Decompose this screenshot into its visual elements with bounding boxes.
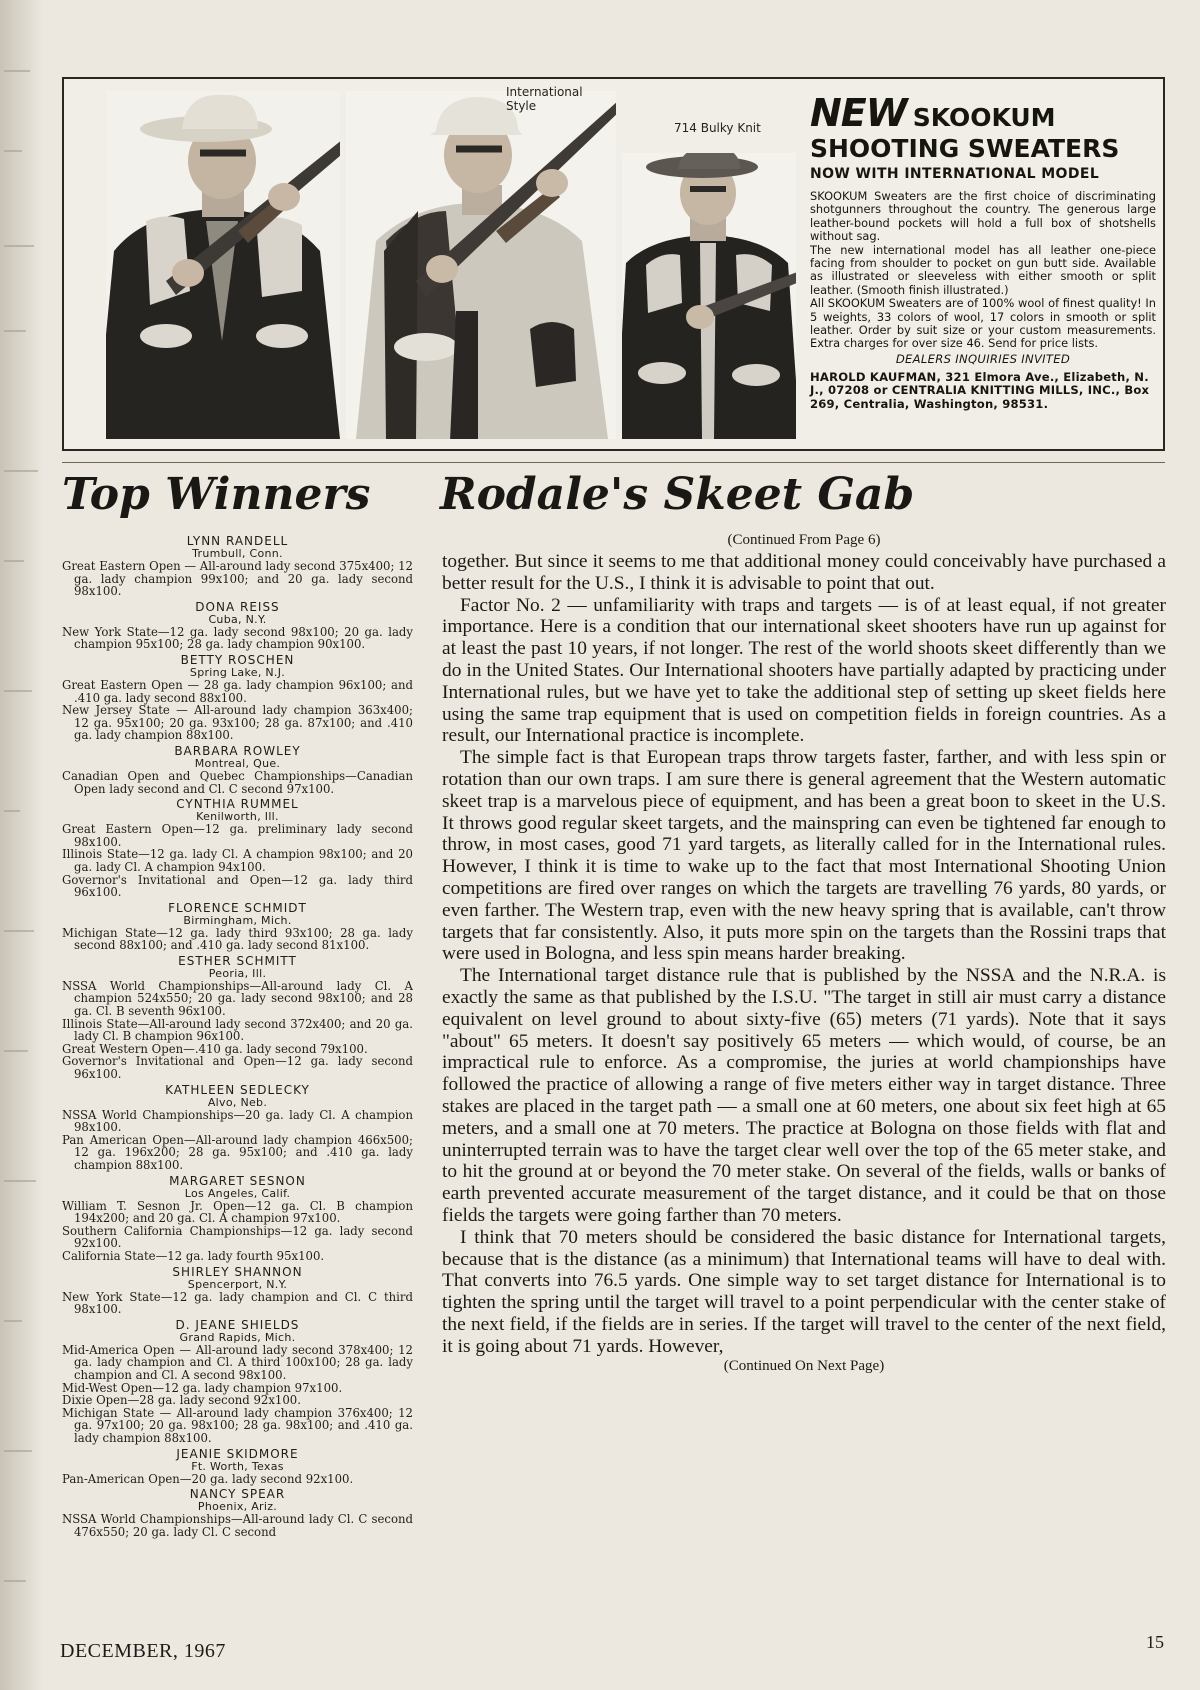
issue-date: DECEMBER, 1967	[60, 1640, 226, 1662]
winner-record: Pan-American Open—20 ga. lady second 92x100.	[62, 1471, 354, 1486]
winner-entry	[62, 1175, 413, 1263]
winner-name: LYNN RANDELL	[186, 534, 289, 548]
winner-hometown: Los Angeles, Calif.	[184, 1186, 291, 1200]
winner-name: MARGARET SESNON	[169, 1173, 306, 1188]
winner-hometown: Cuba, N.Y.	[208, 612, 267, 626]
winner-entry	[62, 1488, 413, 1538]
winner-record: Great Eastern Open — All-around lady second 375x400; 12 ga. lady champion 99x100; and 20 ga. lady second 98x100.	[62, 559, 413, 599]
ad-copy	[810, 93, 1156, 411]
winner-entry	[62, 798, 413, 899]
winner-record: NSSA World Championships—All-around lady Cl. C second 476x550; 20 ga. lady Cl. C second	[62, 1512, 413, 1539]
ad-body-paragraph: All SKOOKUM Sweaters are of 100% wool of finest quality! In 5 weights, 33 colors of wool, 17 colors in smooth or split leather. Order by suit size or your custom measurements. Extra charges for over size 46. Send for price lists.	[810, 296, 1156, 351]
winner-name: DONA REISS	[195, 599, 280, 614]
winner-hometown: Grand Rapids, Mich.	[179, 1330, 296, 1344]
shooter-photo-3-image	[622, 153, 796, 439]
caption-c3-weight: C-3 Weight	[276, 299, 318, 327]
winner-record: Governor's Invitational and Open—12 ga. lady second 96x100.	[62, 1054, 413, 1082]
winner-record: Governor's Invitational and Open—12 ga. lady third 96x100.	[62, 872, 413, 900]
article-paragraph: together. But since it seems to me that additional money could conceivably have purchased a better result for the U.S., I think it is advisable to point that out.	[442, 551, 1166, 594]
article-title: Rodale's Skeet Gab	[440, 469, 915, 520]
winner-hometown: Trumbull, Conn.	[192, 547, 283, 560]
winner-hometown: Peoria, Ill.	[208, 966, 267, 980]
ad-dealers-note: DEALERS INQUIRIES INVITED	[895, 351, 1071, 366]
winner-hometown: Phoenix, Ariz.	[197, 1500, 278, 1514]
caption-714-bulky-knit: 714 Bulky Knit	[674, 121, 761, 135]
top-winners-title: Top Winners	[62, 469, 371, 520]
winner-record: Southern California Championships—12 ga. lady second 92x100.	[62, 1223, 413, 1251]
winner-record: NSSA World Championships—All-around lady Cl. A champion 524x550; 20 ga. lady second 98x100; and 28 ga. Cl. B seventh 96x100.	[62, 978, 413, 1019]
winner-entry	[62, 654, 413, 742]
winner-record: NSSA World Championships—20 ga. lady Cl. A champion 98x100.	[62, 1107, 413, 1135]
winner-record: Pan American Open—All-around lady champion 466x500; 12 ga. 196x200; 28 ga. 95x100; and .410 ga. lady champion 88x100.	[62, 1132, 413, 1172]
winner-entry	[62, 1266, 413, 1316]
article-paragraph: The International target distance rule that is published by the NSSA and the N.R.A. is exactly the same as that published by the I.S.U. "The target in still air must carry a distance equivalent on level ground to about sixty-five (65) meters (71 yards). Note that it says "about" 65 meters. It doesn't say positively 65 meters — which would, of course, be an impractical rule to enforce. As a compromise, the juries at world championships have followed the practice of allowing a range of five meters either way in target distance. Three stakes are placed in the target path — a small one at 60 meters, one about six feet high at 65 meters, and a small one at 70 meters. The practice at Bologna on those fields with flat and uninterrupted terrain was to have the target clear well over the top of the 65 meter stake, and to hit the ground at or beyond the 70 meter stake. On several of the fields, walls or banks of earth prevented accurate measurement of the target distance, and it could be that on those fields the targets were going farther than 70 meters.	[442, 965, 1166, 1226]
article-paragraph: Factor No. 2 — unfamiliarity with traps and targets — is of at least equal, if not greater importance. Here is a condition that our international skeet shooters have run up against for at least the past 10 years, if not longer. The rest of the world shoots skeet differently than we do in the United States. Our International shooters have partially adapted by practicing under International rules, but we have yet to take the additional step of setting up skeet fields here using the same trap equipment that is used on competition fields in foreign countries. As a result, our International practice is incomplete.	[442, 594, 1166, 747]
winner-entry	[62, 601, 413, 651]
winner-name: NANCY SPEAR	[189, 1487, 286, 1502]
winner-name: KATHLEEN SEDLECKY	[165, 1082, 310, 1097]
winner-hometown: Alvo, Neb.	[207, 1095, 268, 1109]
photo-714-bulky-knit-sweater	[622, 153, 796, 439]
winner-record: New York State—12 ga. lady champion and Cl. C third 98x100.	[62, 1289, 413, 1317]
winner-name: JEANIE SKIDMORE	[176, 1446, 299, 1461]
ad-new-label: NEW	[810, 91, 907, 135]
continued-on-note: (Continued On Next Page)	[723, 1358, 885, 1375]
winner-name: FLORENCE SCHMIDT	[168, 900, 307, 915]
ad-body-paragraph: The new international model has all leather one-piece facing from shoulder to pocket on gun butt side. Available as illustrated or sleeveless with either smooth or split leather. (Smooth finish illustrated.)	[810, 242, 1156, 297]
winner-record: Illinois State—All-around lady second 372x400; and 20 ga. lady Cl. B champion 96x100.	[62, 1016, 413, 1044]
winner-hometown: Birmingham, Mich.	[183, 913, 292, 927]
ad-address: HAROLD KAUFMAN, 321 Elmora Ave., Elizabeth, N. J., 07208 or CENTRALIA KNITTING MILLS, INC., Box 269, Centralia, Washington, 98531.	[810, 369, 1150, 411]
winner-record: Illinois State—12 ga. lady Cl. A champion 98x100; and 20 ga. lady Cl. A champion 94x100.	[62, 847, 413, 874]
ad-headline: SHOOTING SWEATERS	[810, 134, 1120, 163]
winner-entry	[62, 1319, 413, 1445]
winner-entry	[62, 1448, 413, 1486]
winner-name: ESTHER SCHMITT	[178, 953, 297, 968]
winner-entry	[62, 1084, 413, 1172]
ad-body	[810, 190, 1156, 351]
ad-subhead: NOW WITH INTERNATIONAL MODEL	[810, 166, 1100, 182]
winner-entry	[62, 955, 413, 1081]
winner-record: William T. Sesnon Jr. Open—12 ga. Cl. B champion 194x200; and 20 ga. Cl. A champion 97x100.	[62, 1198, 413, 1226]
winner-record: Great Eastern Open — 28 ga. lady champion 96x100; and .410 ga. lady second 88x100.	[62, 677, 413, 705]
page-number: 15	[1146, 1632, 1164, 1652]
article-paragraph: I think that 70 meters should be considered the basic distance for International targets, because that is the distance (as a minimum) that International teams will have to deal with. That converts into 76.5 yards. One simple way to set target distance for International is to tighten the spring until the target will travel to a point perpendicular with the center stake of the next field, if the fields are in series. If the target will travel to the center of the next field, it is going about 71 yards. However,	[442, 1226, 1166, 1357]
winner-record: Great Western Open—.410 ga. lady second 79x100.	[62, 1041, 368, 1056]
winner-name: BARBARA ROWLEY	[174, 743, 301, 758]
photo-international-style-sweater	[346, 91, 616, 439]
winner-name: SHIRLEY SHANNON	[172, 1264, 303, 1279]
winner-record: Canadian Open and Quebec Championships—Canadian Open lady second and Cl. C second 97x100.	[62, 768, 413, 796]
skookum-sweater-ad	[62, 77, 1165, 451]
section-divider	[62, 462, 1165, 463]
winner-record: New York State—12 ga. lady second 98x100; 20 ga. lady champion 95x100; 28 ga. lady champion 90x100.	[62, 624, 413, 652]
winner-record: Michigan State — All-around lady champion 376x400; 12 ga. 97x100; 20 ga. 98x100; 28 ga. 98x100; and .410 ga. lady champion 88x100.	[62, 1405, 413, 1445]
photo-c3-weight-sweater	[106, 91, 340, 439]
winner-entry	[62, 902, 413, 952]
winner-entry	[62, 745, 413, 795]
shooter-photo-1-image	[106, 91, 340, 439]
winner-entry	[62, 535, 413, 598]
article-paragraph: The simple fact is that European traps throw targets faster, farther, and with less spin or rotation than our own traps. I am sure there is general agreement that the Western automatic skeet trap is a marvelous piece of equipment, and has been a great boon to skeet in the U.S. It throws good regular skeet targets, and the mainspring can even be tightened far enough to throw, in most cases, good 71 yard targets, as literally called for in the International rules. However, I think it is time to wake up to the fact that most International Shooting Union competitions are fired over ranges on which the targets are travelling 76 yards, 80 yards, or even farther. The Western trap, even with the new heavy spring that is available, can't throw targets that far consistently. Also, it puts more spin on the targets than the Rossini traps that were used in Bologna, and less spin means harder breaking.	[442, 747, 1166, 965]
winner-record: Dixie Open—28 ga. lady second 92x100.	[62, 1393, 301, 1408]
ad-brand: SKOOKUM	[912, 103, 1056, 132]
winner-record: California State—12 ga. lady fourth 95x100.	[62, 1248, 325, 1263]
winner-record: Mid-West Open—12 ga. lady champion 97x100.	[62, 1380, 343, 1395]
winner-record: New Jersey State — All-around lady champion 363x400; 12 ga. 95x100; 20 ga. 93x100; 28 ga. 87x100; and .410 ga. lady champion 88x100.	[62, 703, 413, 743]
skeet-gab-article	[442, 530, 1166, 1375]
winner-hometown: Kenilworth, Ill.	[196, 810, 279, 824]
winner-hometown: Spencerport, N.Y.	[187, 1277, 288, 1291]
winner-name: D. JEANE SHIELDS	[175, 1317, 300, 1332]
adjacent-page-edge	[0, 0, 44, 1690]
winner-name: CYNTHIA RUMMEL	[176, 797, 299, 812]
winner-record: Mid-America Open — All-around lady second 378x400; 12 ga. lady champion and Cl. A third 100x100; 28 ga. lady champion and Cl. A second 98x100.	[62, 1342, 413, 1382]
winner-name: BETTY ROSCHEN	[180, 652, 295, 667]
continued-from-note: (Continued From Page 6)	[727, 532, 881, 548]
top-winners-list	[62, 535, 413, 1541]
winner-record: Great Eastern Open—12 ga. preliminary lady second 98x100.	[62, 822, 413, 849]
caption-international-style: International Style	[506, 85, 583, 113]
winner-hometown: Spring Lake, N.J.	[189, 665, 286, 679]
shooter-photo-2-image	[346, 91, 616, 439]
winner-record: Michigan State—12 ga. lady third 93x100; 28 ga. lady second 88x100; and .410 ga. lady second 81x100.	[62, 925, 413, 953]
winner-hometown: Ft. Worth, Texas	[191, 1459, 284, 1473]
ad-body-paragraph: SKOOKUM Sweaters are the first choice of discriminating shotgunners throughout the country. The generous large leather-bound pockets will hold a full box of shotshells without sag.	[810, 189, 1156, 244]
winner-hometown: Montreal, Que.	[194, 756, 281, 770]
